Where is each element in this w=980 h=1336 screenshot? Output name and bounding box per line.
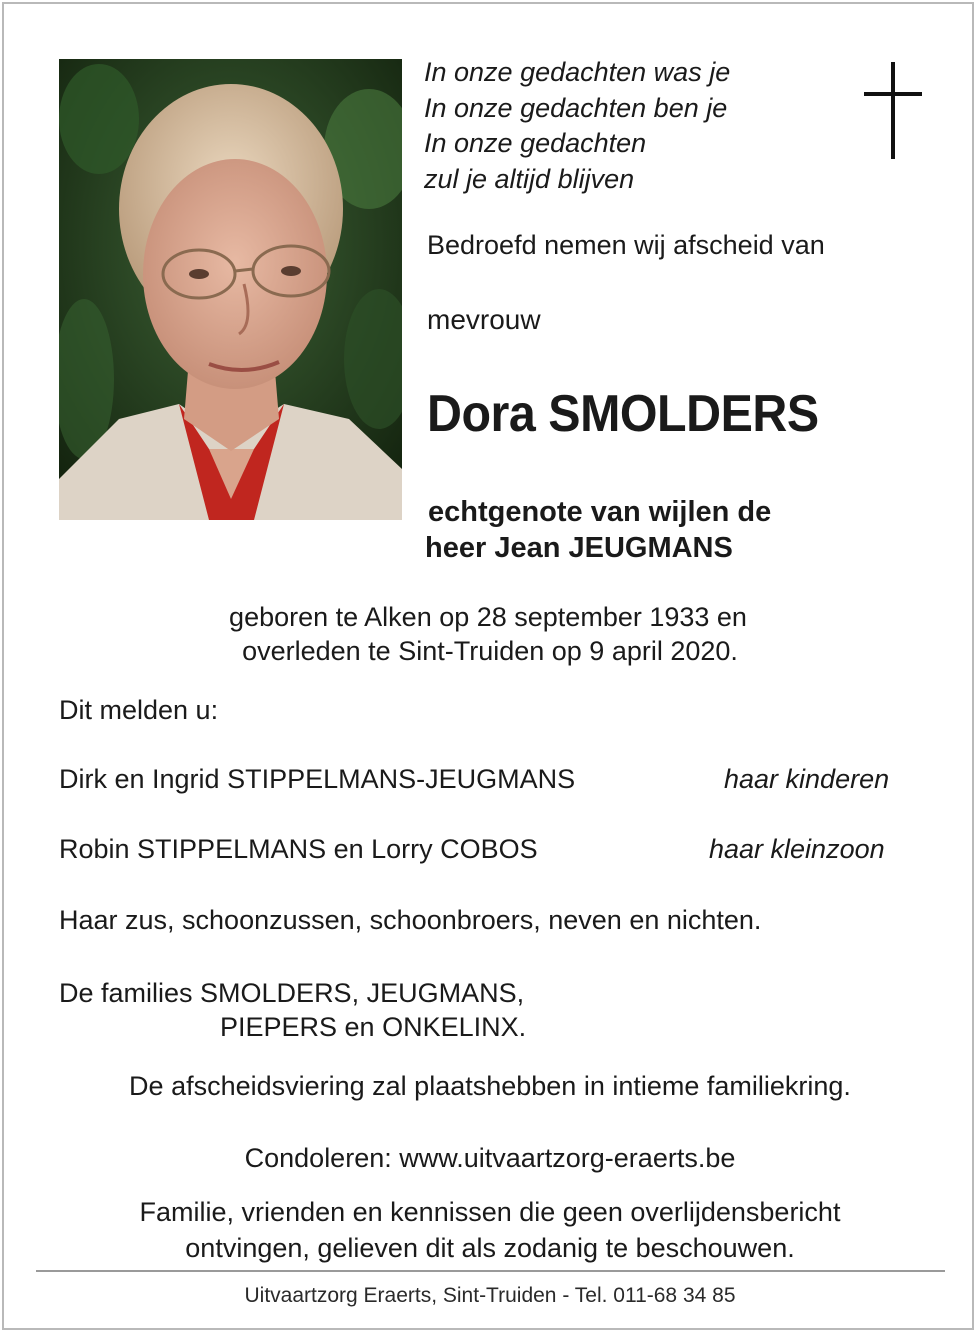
poem [424, 55, 730, 197]
poem-line: zul je altijd blijven [424, 163, 635, 194]
relative-names: Robin STIPPELMANS en Lorry COBOS [59, 834, 538, 864]
families-line: De families SMOLDERS, JEUGMANS, [59, 978, 525, 1008]
birth-line: geboren te Alken op 28 september 1933 en [229, 602, 747, 632]
other-relatives: Haar zus, schoonzussen, schoonbroers, neven en nichten. [59, 905, 762, 935]
families [59, 976, 526, 1044]
poem-line: In onze gedachten [424, 128, 647, 158]
divider [36, 1270, 945, 1272]
relative-names: Dirk en Ingrid STIPPELMANS-JEUGMANS [59, 764, 576, 794]
title-prefix: mevrouw [427, 304, 541, 335]
condolences-link: Condoleren: www.uitvaartzorg-eraerts.be [244, 1143, 736, 1173]
life-dates [0, 600, 980, 668]
relative-relation: haar kinderen [724, 764, 890, 794]
notice-line: Familie, vrienden en kennissen die geen overlijdensbericht [139, 1197, 841, 1227]
relative-row [59, 834, 919, 870]
poem-line: In onze gedachten ben je [424, 92, 728, 123]
families-line: PIEPERS en ONKELINX. [220, 1012, 527, 1042]
spouse-line: echtgenote van wijlen de [428, 496, 772, 528]
announce-text: Dit melden u: [59, 695, 219, 725]
spouse-line: heer Jean JEUGMANS [425, 532, 733, 564]
spouse-info [425, 494, 771, 566]
death-line: overleden te Sint-Truiden op 9 april 2020. [242, 636, 738, 666]
portrait-photo [59, 59, 402, 520]
deceased-name: Dora SMOLDERS [427, 385, 819, 443]
footer-funeral-home: Uitvaartzorg Eraerts, Sint-Truiden - Tel. 011-68 34 85 [244, 1284, 736, 1307]
intro-text: Bedroefd nemen wij afscheid van [427, 230, 825, 260]
ceremony-text: De afscheidsviering zal plaatshebben in intieme familiekring. [129, 1071, 851, 1101]
relative-relation: haar kleinzoon [709, 834, 885, 864]
cross-icon [864, 62, 922, 159]
relative-row [59, 764, 919, 800]
notice-line: ontvingen, gelieven dit als zodanig te beschouwen. [185, 1233, 795, 1263]
notice-text [0, 1194, 980, 1266]
poem-line: In onze gedachten was je [424, 57, 731, 87]
